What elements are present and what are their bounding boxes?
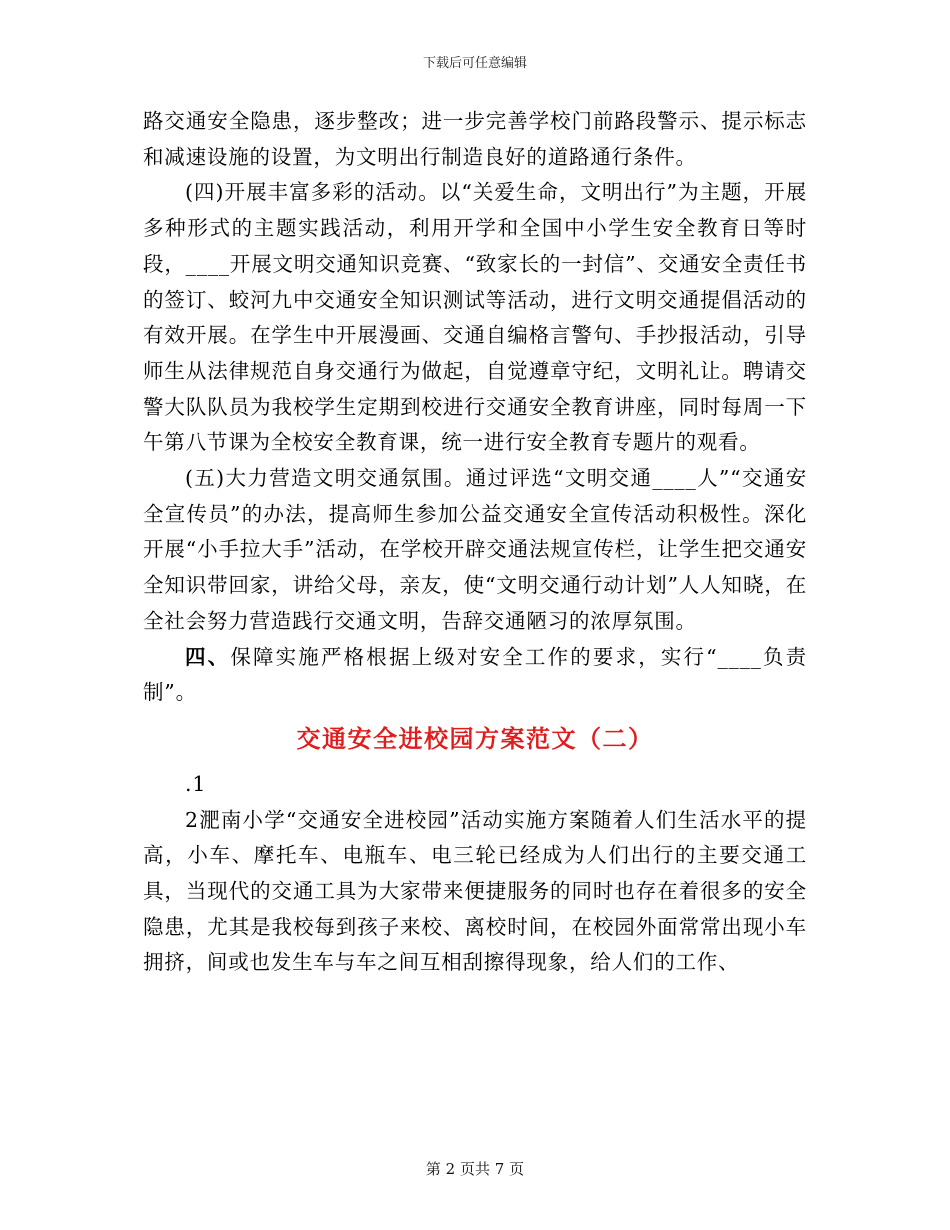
page-footer: 第 2 页共 7 页 — [425, 1160, 525, 1178]
paragraph-number: .1 — [185, 771, 207, 796]
paragraph-continuation: 路交通安全隐患，逐步整改；进一步完善学校门前路段警示、提示标志和减速设施的设置，为文明出行制造良好的道路通行条件。 — [143, 109, 807, 169]
paragraph-guarantee — [143, 640, 807, 711]
section-title: 交通安全进校园方案范文（二） — [296, 723, 654, 753]
page-header: 下载后可任意编辑 — [422, 56, 527, 71]
paragraph-guarantee-text: 保障实施严格根据上级对安全工作的要求，实行“____负责制”。 — [143, 644, 807, 705]
paragraph-plan-intro: 2淝南小学“交通安全进校园”活动实施方案随着人们生活水平的提高，小车、摩托车、电瓶车、电三轮已经成为人们出行的主要交通工具，当现代的交通工具为大家带来便捷服务的同时也存在着很多的安全隐患，尤其是我校每到孩子来校、离校时间，在校园外面常常出现小车拥挤，间或也发生车与车之间互相刮擦得现象，给人们的工作、 — [143, 807, 807, 975]
document-body — [143, 104, 807, 981]
section-number: 四、 — [185, 644, 231, 669]
paragraph-activities: (四)开展丰富多彩的活动。以“关爱生命，文明出行”为主题，开展多种形式的主题实践活动，利用开学和全国中小学生安全教育日等时段，____开展文明交通知识竞赛、“致家长的一封信”、交通安全责任书的签订、蛟河九中交通安全知识测试等活动，进行文明交通提倡活动的有效开展。在学生中开展漫画、交通自编格言警句、手抄报活动，引导师生从法律规范自身交通行为做起，自觉遵章守纪，文明礼让。聘请交警大队队员为我校学生定期到校进行交通安全教育讲座，同时每周一下午第八节课为全校安全教育课，统一进行安全教育专题片的观看。 — [143, 180, 807, 455]
paragraph-atmosphere: (五)大力营造文明交通氛围。通过评选“文明交通____人”“交通安全宣传员”的办法，提高师生参加公益交通安全宣传活动积极性。深化开展“小手拉大手”活动，在学校开辟交通法规宣传栏，让学生把交通安全知识带回家，讲给父母，亲友，使“文明交通行动计划”人人知晓，在全社会努力营造践行交通文明，告辞交通陋习的浓厚氛围。 — [143, 466, 807, 633]
